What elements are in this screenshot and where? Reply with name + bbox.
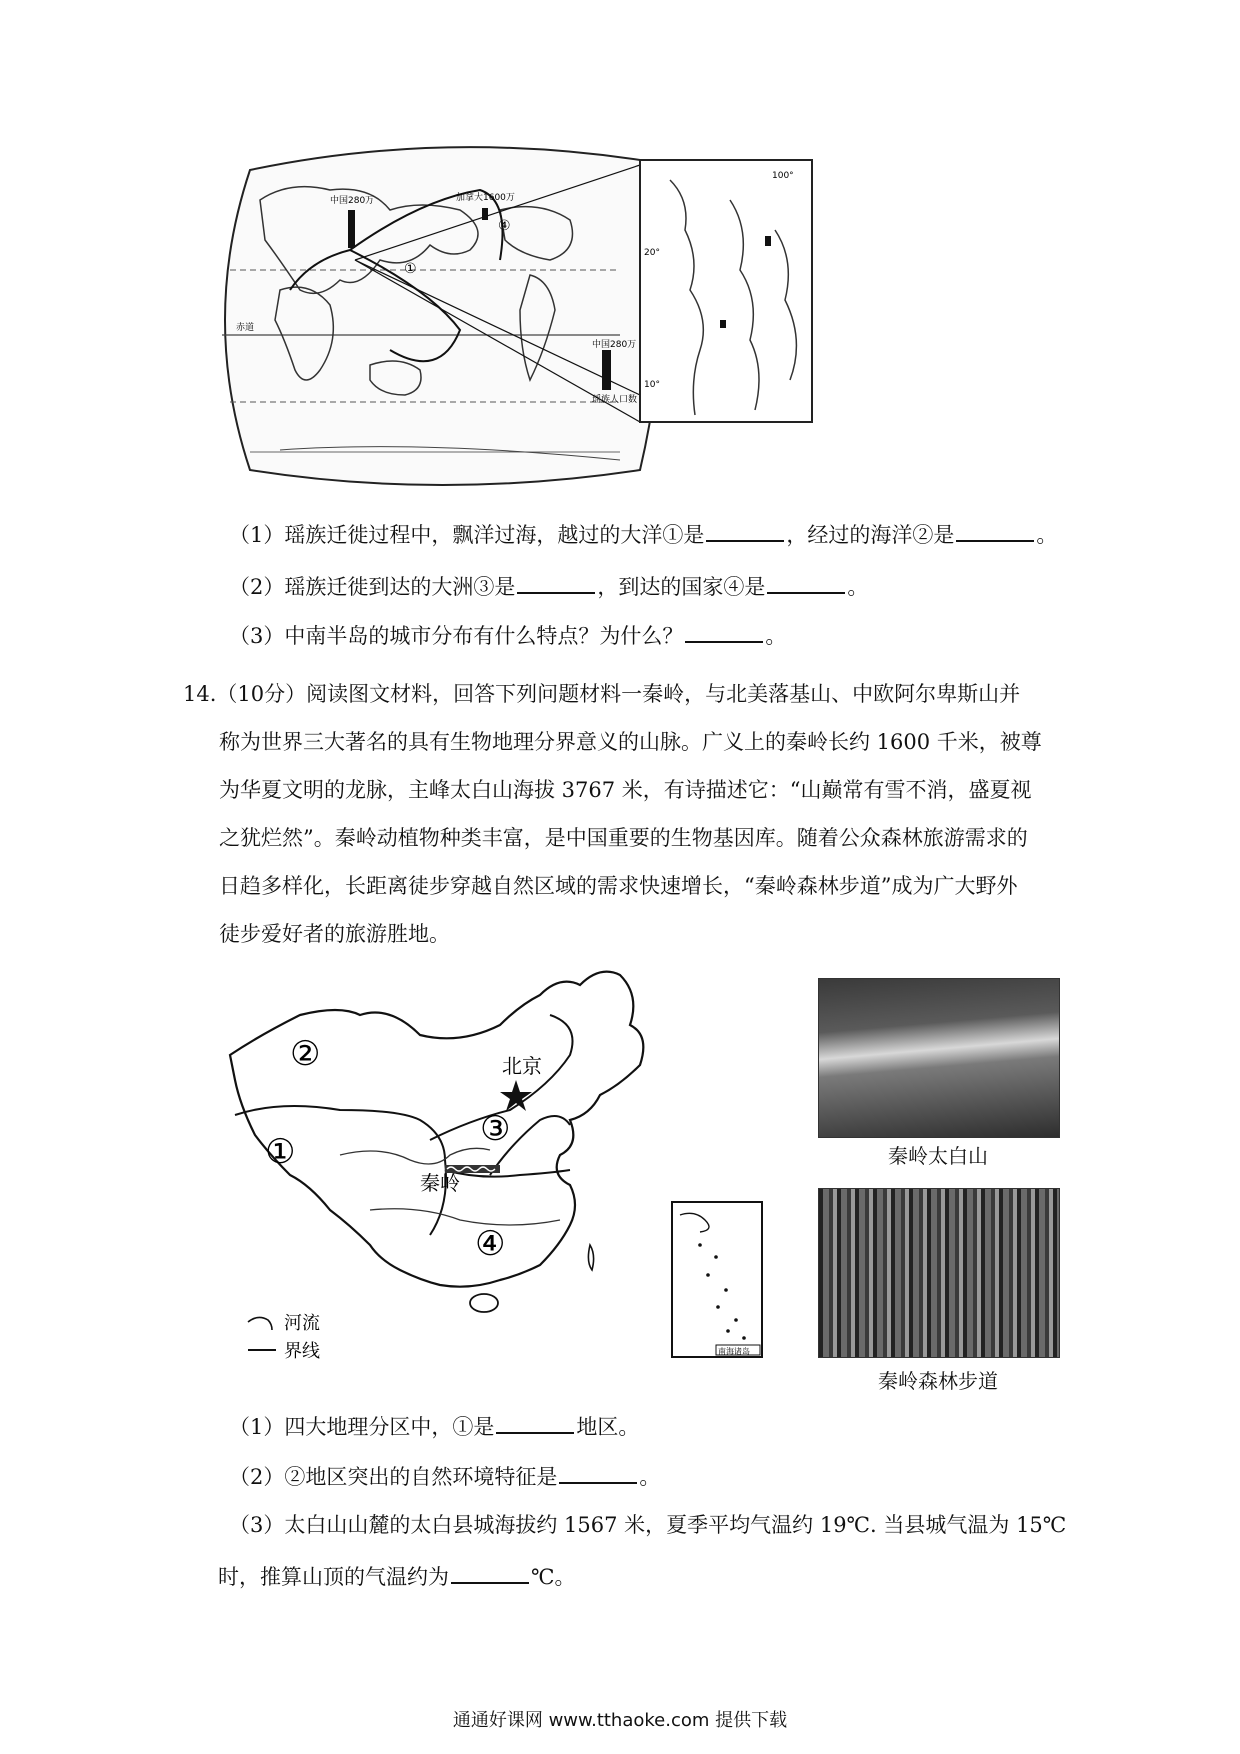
page-footer: 通通好课网 www.tthaoke.com 提供下载 <box>452 1710 788 1731</box>
china-regions-map <box>220 945 780 1395</box>
q13-item-2: （2）瑶族迁徙到达的大洲③是 ，到达的国家④是 。 <box>229 570 868 602</box>
answer-blank[interactable] <box>767 570 845 594</box>
label-circled-1: ① <box>404 261 417 277</box>
photo-qinling-forest-trail <box>818 1188 1060 1358</box>
q13-item-3: （3）中南半岛的城市分布有什么特点？为什么？ 。 <box>229 619 786 651</box>
inset-label-20: 20° <box>644 248 660 258</box>
q14-item-3-cont: 时，推算山顶的气温约为 ℃。 <box>218 1560 576 1592</box>
label-region-4: ④ <box>475 1224 506 1264</box>
caption-forest-trail: 秦岭森林步道 <box>878 1369 998 1393</box>
answer-blank[interactable] <box>685 619 763 643</box>
q13-item-1: （1）瑶族迁徙过程中，飘洋过海，越过的大洋①是 ，经过的海洋②是 。 <box>229 518 1057 550</box>
label-canada: 加拿大1600万 <box>456 193 515 203</box>
q14-item-3: （3）太白山山麓的太白县城海拔约 1567 米，夏季平均气温约 19℃. 当县城气温为 15℃ <box>229 1513 1067 1537</box>
inset-label-100: 100° <box>772 171 794 181</box>
photo-taibai-mountain <box>818 978 1060 1138</box>
legend-border: 界线 <box>284 1341 320 1362</box>
caption-taibai: 秦岭太白山 <box>888 1144 988 1168</box>
legend-unit: 瑶族人口数 <box>592 395 638 405</box>
label-region-3: ③ <box>480 1109 511 1149</box>
answer-blank[interactable] <box>559 1460 637 1484</box>
label-region-2: ② <box>290 1034 321 1074</box>
answer-blank[interactable] <box>451 1560 529 1584</box>
label-china-280: 中国280万 <box>330 196 375 206</box>
q14-item-2: （2）②地区突出的自然环境特征是 。 <box>229 1460 660 1492</box>
inset-label-10: 10° <box>644 380 660 390</box>
answer-blank[interactable] <box>517 570 595 594</box>
label-region-1: ① <box>265 1132 296 1172</box>
q14-item-1: （1）四大地理分区中，①是 地区。 <box>229 1410 639 1442</box>
answer-blank[interactable] <box>496 1410 574 1434</box>
legend-china-280: 中国280万 <box>592 340 637 350</box>
answer-blank[interactable] <box>706 518 784 542</box>
label-circled-4: ④ <box>498 218 511 234</box>
label-south-sea-islands: 南海诸岛 <box>718 1347 750 1356</box>
legend-river: 河流 <box>284 1313 320 1334</box>
answer-blank[interactable] <box>956 518 1034 542</box>
label-qinling: 秦岭 <box>420 1171 460 1195</box>
world-migration-map <box>220 140 920 500</box>
q14-material-text: 14.（10分）阅读图文材料，回答下列问题材料一秦岭，与北美落基山、中欧阿尔卑斯山并 称为世界三大著名的具有生物地理分界意义的山脉。广义上的秦岭长约 1600 千米，被尊 为华夏文明的龙脉，主峰太白山海拔 3767 米，有诗描述它：“山巅常有雪不消，盛夏视 之犹烂然”。秦岭动植物种类丰富，是中国重要的生物基因库。随着公众森林旅游需求的 日趋多样化，长距离徒步穿越自然区域的需求快速增长，“秦岭森林步道”成为广大野外 徒步爱好者的旅游胜地。 <box>183 682 1042 946</box>
label-equator: 赤道 <box>236 323 255 333</box>
label-beijing: 北京 <box>502 1054 542 1078</box>
